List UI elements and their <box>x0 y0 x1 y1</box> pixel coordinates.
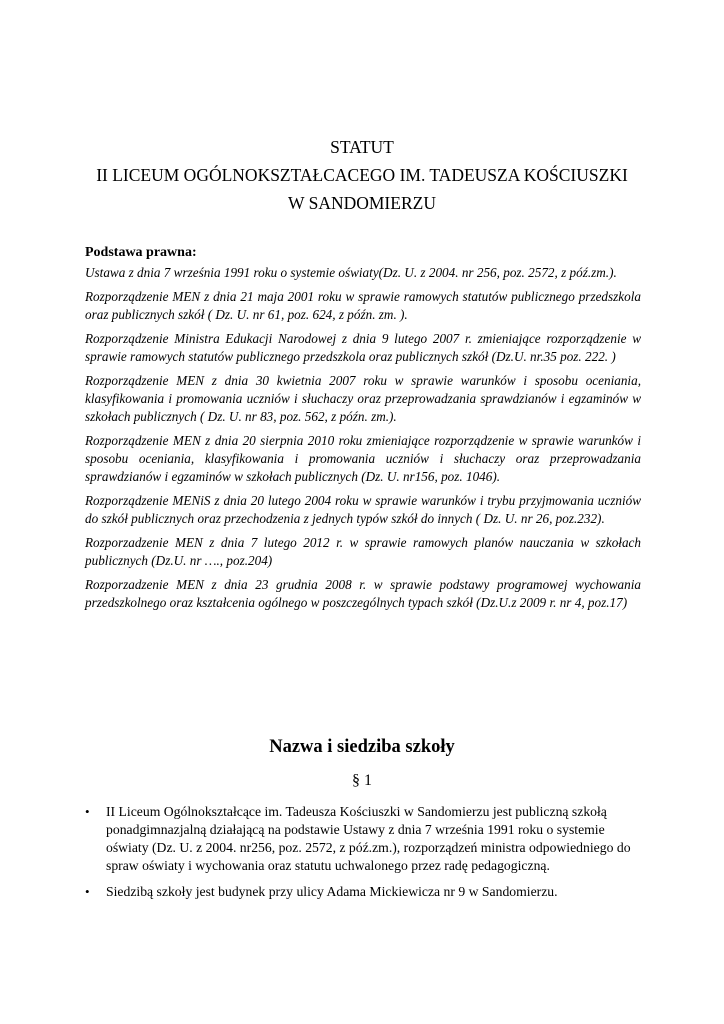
legal-basis-item: Rozporzadzenie MEN z dnia 23 grudnia 2008 r. w sprawie podstawy programowej wychowania przedszkolnego oraz kształcenia ogólnego w poszczególnych typach szkół (Dz.U.z 2009 r. nr 4, poz.17) <box>85 577 641 610</box>
legal-basis-item: Ustawa z dnia 7 września 1991 roku o systemie oświaty(Dz. U. z 2004. nr 256, poz. 2572, z póź.zm.). <box>85 265 617 280</box>
document-header <box>0 133 724 217</box>
school-location: W SANDOMIERZU <box>288 193 436 213</box>
section-bullet-list <box>85 803 641 909</box>
document-title: STATUT <box>330 137 394 157</box>
legal-basis-item: Rozporządzenie MEN z dnia 20 sierpnia 2010 roku zmieniające rozporządzenie w sprawie warunków i sposobu oceniania, klasyfikowania i promowania uczniów i słuchaczy oraz przeprowadzania sprawdzianów i egzaminów w szkołach publicznych (Dz. U. nr156, poz. 1046). <box>85 433 641 484</box>
section-heading: Nazwa i siedziba szkoły <box>269 737 455 757</box>
list-item <box>85 883 641 901</box>
list-item-text: II Liceum Ogólnokształcące im. Tadeusza Kościuszki w Sandomierzu jest publiczną szkołą ponadgimnazjalną działającą na podstawie Ustawy z dnia 7 września 1991 roku o systemie oświaty (Dz. U. z 2004. nr256, poz. 2572, z póź.zm.), rozporządzeń ministra odpowiedniego do spraw oświaty i wychowania oraz statutu uchwalonego przez radę pedagogiczną. <box>106 804 631 873</box>
school-name: II LICEUM OGÓLNOKSZTAŁCACEGO IM. TADEUSZA KOŚCIUSZKI <box>96 165 628 185</box>
legal-basis-section <box>85 244 641 618</box>
list-item <box>85 803 641 875</box>
bullet-icon: • <box>85 804 90 819</box>
bullet-icon: • <box>85 884 90 899</box>
legal-basis-heading: Podstawa prawna: <box>85 245 197 260</box>
legal-basis-item: Rozporządzenie MEN z dnia 21 maja 2001 roku w sprawie ramowych statutów publicznego przedszkola oraz publicznych szkół ( Dz. U. nr 61, poz. 624, z późn. zm. ). <box>85 289 641 322</box>
list-item-text: Siedzibą szkoły jest budynek przy ulicy Adama Mickiewicza nr 9 w Sandomierzu. <box>106 884 558 899</box>
legal-basis-item: Rozporządzenie MENiS z dnia 20 lutego 2004 roku w sprawie warunków i trybu przyjmowania uczniów do szkół publicznych oraz przechodzenia z jednych typów szkół do innych ( Dz. U. nr 26, poz.232). <box>85 493 641 526</box>
legal-basis-item: Rozporządzenie Ministra Edukacji Narodowej z dnia 9 lutego 2007 r. zmieniające rozporządzenie w sprawie ramowych statutów publicznego przedszkola oraz publicznych szkół (Dz.U. nr.35 poz. 222. ) <box>85 331 641 364</box>
legal-basis-item: Rozporządzenie MEN z dnia 30 kwietnia 2007 roku w sprawie warunków i sposobu oceniania, klasyfikowania i promowania uczniów i słuchaczy oraz przeprowadzania sprawdzianów i egzaminów w szkołach publicznych ( Dz. U. nr 83, poz. 562, z późn. zm.). <box>85 373 641 424</box>
paragraph-number: § 1 <box>352 772 372 789</box>
legal-basis-item: Rozporzadzenie MEN z dnia 7 lutego 2012 r. w sprawie ramowych planów nauczania w szkołach publicznych (Dz.U. nr …., poz.204) <box>85 535 641 568</box>
